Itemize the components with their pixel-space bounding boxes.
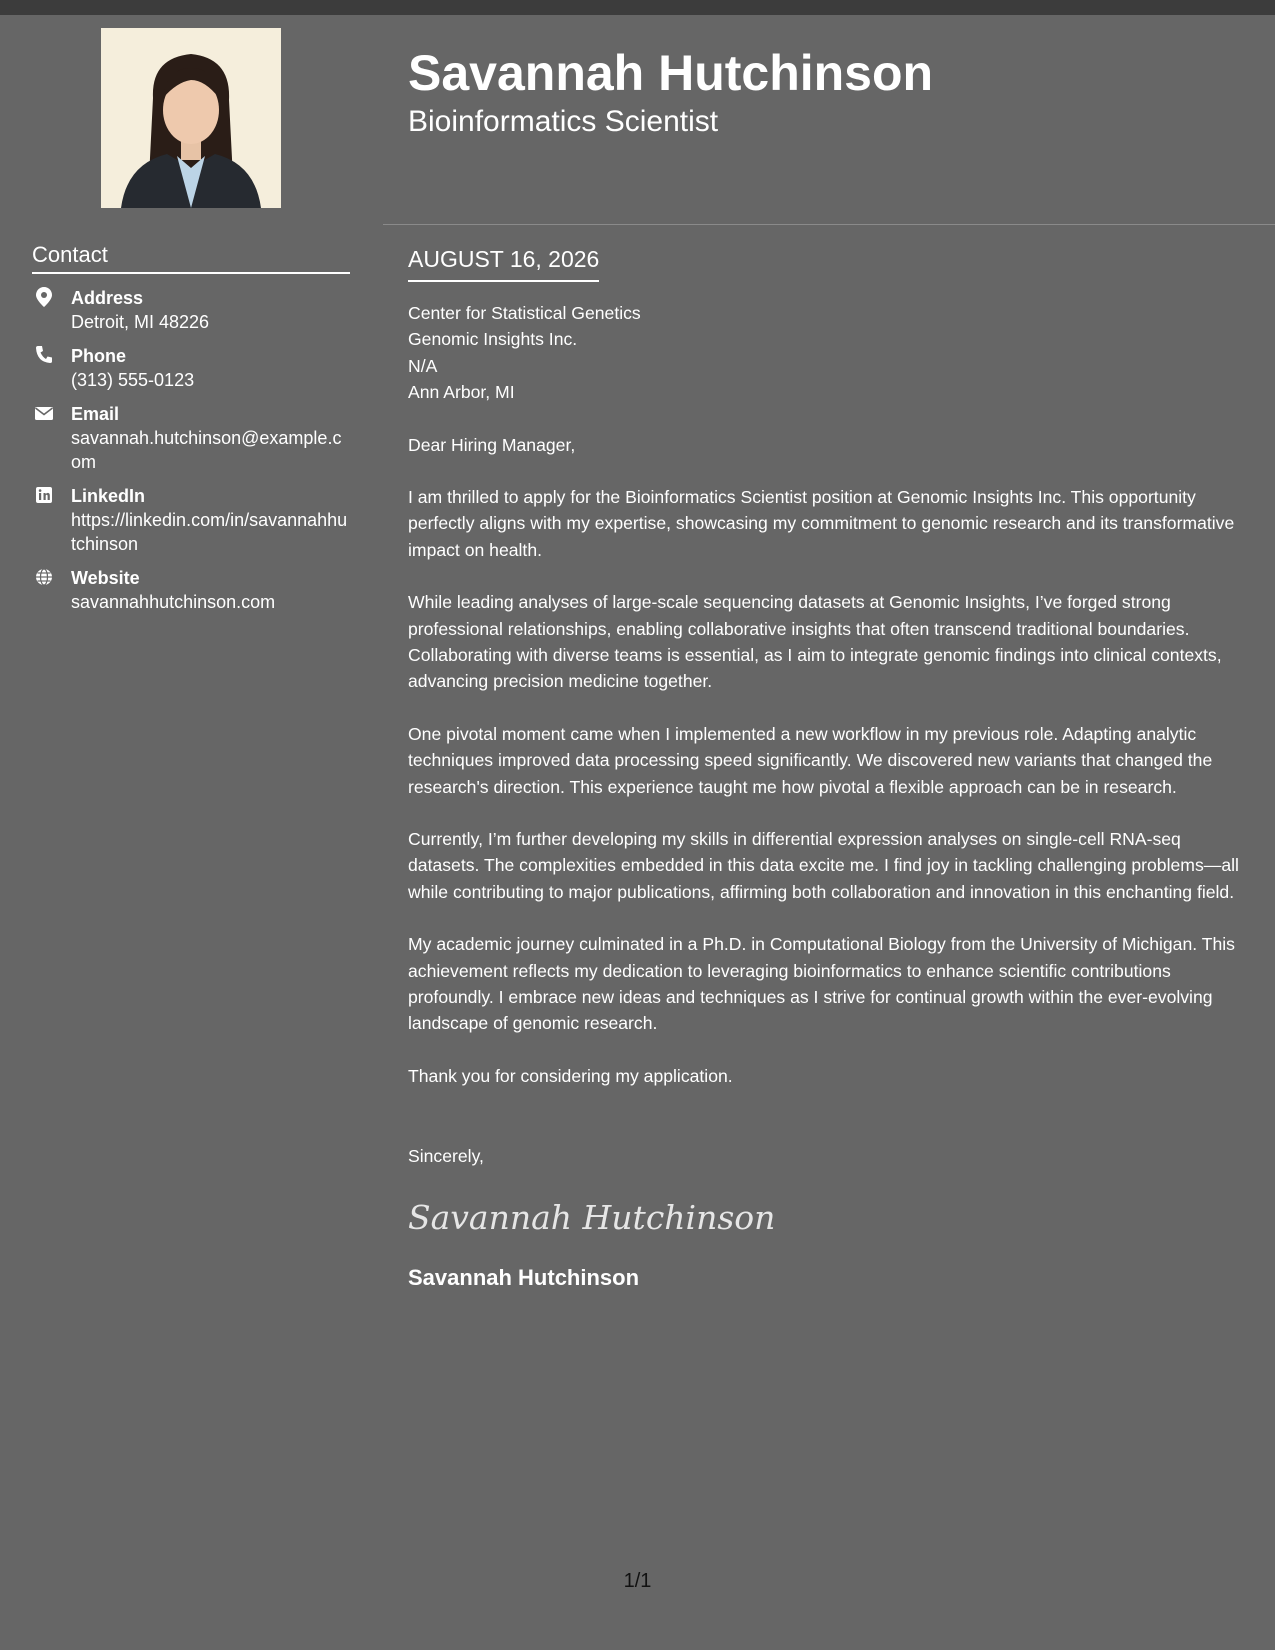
applicant-name: Savannah Hutchinson — [408, 45, 934, 101]
contact-website — [32, 566, 350, 614]
greeting: Dear Hiring Manager, — [408, 434, 576, 455]
recipient-line: N/A — [408, 355, 438, 376]
paragraph: Currently, I’m further developing my skills in differential expression analyses on single-cell RNA-seq datasets. The complexities embedded in this data excite me. I find joy in tackling challenging problems—all while contributing to major publications, affirming both collaboration and innovation in this enchanting field. — [408, 829, 1239, 902]
contact-label: Phone — [71, 346, 127, 366]
closing-line: Thank you for considering my application. — [408, 1065, 733, 1086]
signoff: Sincerely, — [408, 1146, 484, 1167]
paragraph: While leading analyses of large-scale sequencing datasets at Genomic Insights, I’ve forged strong professional relationships, enabling collaborative insights that often transcend traditional boundaries. Collaborating with diverse teams is essential, as I aim to integrate genomic findings into clinical contexts, advancing precision medicine together. — [408, 592, 1222, 692]
letter-body — [408, 244, 1253, 1292]
contact-email — [32, 402, 350, 474]
contact-label: Website — [71, 568, 140, 588]
page-number: 1/1 — [623, 1570, 652, 1592]
website-link[interactable]: savannahhutchinson.com — [71, 592, 276, 612]
paragraph: My academic journey culminated in a Ph.D. in Computational Biology from the University of Michigan. This achievement reflects my dedication to leveraging bioinformatics to enhance scientific contributions profoundly. I embrace new ideas and techniques as I strive for continual growth within the ever-evolving landscape of genomic research. — [408, 934, 1235, 1034]
contact-linkedin — [32, 484, 350, 556]
linkedin-link[interactable]: https://linkedin.com/in/savannahhutchinson — [71, 510, 348, 554]
linkedin-icon — [34, 484, 54, 506]
envelope-icon — [34, 402, 54, 424]
contact-section — [32, 240, 350, 624]
signed-name: Savannah Hutchinson — [408, 1264, 640, 1290]
contact-label: Email — [71, 404, 120, 424]
contact-value: Detroit, MI 48226 — [71, 312, 210, 332]
contact-heading: Contact — [32, 240, 350, 274]
contact-phone — [32, 344, 350, 392]
contact-label: Address — [71, 288, 144, 308]
email-link[interactable]: savannah.hutchinson@example.com — [71, 428, 342, 472]
phone-icon — [34, 344, 54, 366]
letter-date: AUGUST 16, 2026 — [408, 244, 599, 282]
header-divider — [383, 224, 1275, 225]
recipient-block — [408, 300, 1253, 406]
signature: Savannah Hutchinson — [408, 1197, 776, 1237]
profile-photo — [101, 28, 281, 208]
contact-value: (313) 555-0123 — [71, 370, 195, 390]
globe-icon — [34, 566, 54, 588]
paragraph: I am thrilled to apply for the Bioinformatics Scientist position at Genomic Insights Inc. This opportunity perfectly aligns with my expertise, showcasing my commitment to genomic research and its transformative impact on health. — [408, 486, 1235, 560]
map-pin-icon — [34, 286, 54, 308]
contact-address — [32, 286, 350, 334]
paragraph: One pivotal moment came when I implemented a new workflow in my previous role. Adapting analytic techniques improved data processing speed significantly. We discovered new variants that changed the research's direction. This experience taught me how pivotal a flexible approach can be in research. — [408, 723, 1213, 797]
top-bar — [0, 0, 1275, 15]
contact-list — [32, 286, 350, 614]
job-title: Bioinformatics Scientist — [408, 105, 719, 138]
recipient-line: Genomic Insights Inc. — [408, 329, 578, 350]
recipient-line: Center for Statistical Genetics — [408, 303, 641, 323]
contact-label: LinkedIn — [71, 486, 146, 506]
recipient-line: Ann Arbor, MI — [408, 382, 515, 403]
